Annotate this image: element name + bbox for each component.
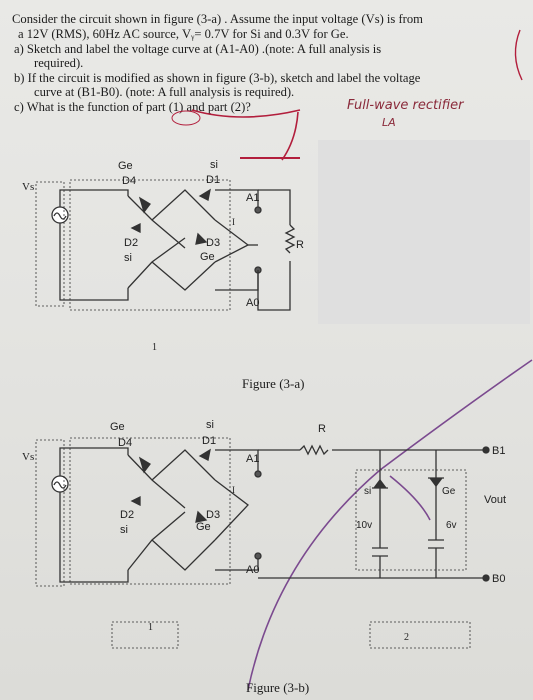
figure-b-part1-label: 1 [148, 622, 153, 633]
question-part-a-line1: a) Sketch and label the voltage curve at (A1-A0) .(note: A full analysis is [14, 42, 382, 56]
figure-b-d2-label: D2 [120, 509, 135, 521]
figure-b-b0-label: B0 [492, 573, 506, 585]
figure-a-d4-material: Ge [118, 160, 133, 172]
figure-b-circuit [36, 438, 489, 648]
figure-a-marker-i: I [232, 217, 235, 227]
figure-b-a0-label: A0 [246, 564, 260, 576]
figure-b-zener-ge: Ge [442, 486, 456, 497]
question-part-b-line2: curve at (B1-B0). (note: A full analysis is required). [34, 85, 295, 99]
handwritten-mark: LA [382, 116, 396, 129]
figure-a-part1-label: 1 [152, 342, 157, 353]
figure-b-zener-si: si [364, 486, 372, 497]
figure-a-d3-material: Ge [200, 251, 215, 263]
figure-b-z2-voltage: 6v [446, 520, 457, 531]
figure-a-caption: Figure (3-a) [242, 376, 305, 391]
figure-b-d3-label: D3 [206, 509, 221, 521]
figure-b-d2-material: si [120, 524, 128, 536]
figure-b-z1-voltage: 10v [356, 520, 373, 531]
figure-a-d1-label: D1 [206, 174, 221, 186]
figure-b-d4-material: Ge [110, 421, 125, 433]
figure-b-d1-material: si [206, 419, 214, 431]
figure-a-d4-label: D4 [122, 175, 137, 187]
figure-b-vs-label: Vs [22, 451, 35, 463]
figure-a-d3-label: D3 [206, 237, 221, 249]
figure-b-labels [22, 419, 506, 643]
red-pen-marks [172, 30, 522, 160]
figure-b-r-label: R [318, 423, 326, 435]
figure-b-marker-i: I [232, 485, 235, 495]
question-part-a-line2: required). [34, 56, 84, 70]
handwritten-answer-c: Full-wave rectifier [347, 98, 464, 113]
figure-a-d1-material: si [210, 159, 218, 171]
figure-b-vout-label: Vout [484, 494, 507, 506]
figure-b-d1-label: D1 [202, 435, 217, 447]
figure-b-b1-label: B1 [492, 445, 506, 457]
purple-pen-marks [248, 360, 532, 690]
question-part-b-line1: b) If the circuit is modified as shown in figure (3-b), sketch and label the voltage [14, 71, 421, 85]
figure-a-vs-label: Vs [22, 181, 35, 193]
figure-b-part2-label: 2 [404, 632, 409, 643]
figure-b-d3-material: Ge [196, 521, 211, 533]
question-intro-line2: a 12V (RMS), 60Hz AC source, Vᵧ= 0.7V for Si and 0.3V for Ge. [18, 27, 349, 41]
figure-b-caption: Figure (3-b) [246, 680, 310, 695]
figure-b-a1-label: A1 [246, 453, 260, 465]
figure-a-a1-label: A1 [246, 192, 260, 204]
figure-a-r-label: R [296, 239, 304, 251]
question-part-c: c) What is the function of part (1) and part (2)? [14, 100, 251, 114]
figure-b-d4-label: D4 [118, 437, 133, 449]
figure-a-d2-material: si [124, 252, 132, 264]
figure-a-d2-label: D2 [124, 237, 139, 249]
question-intro-line1: Consider the circuit shown in figure (3-a) . Assume the input voltage (Vs) is from [12, 12, 423, 26]
figure-a-a0-label: A0 [246, 297, 260, 309]
